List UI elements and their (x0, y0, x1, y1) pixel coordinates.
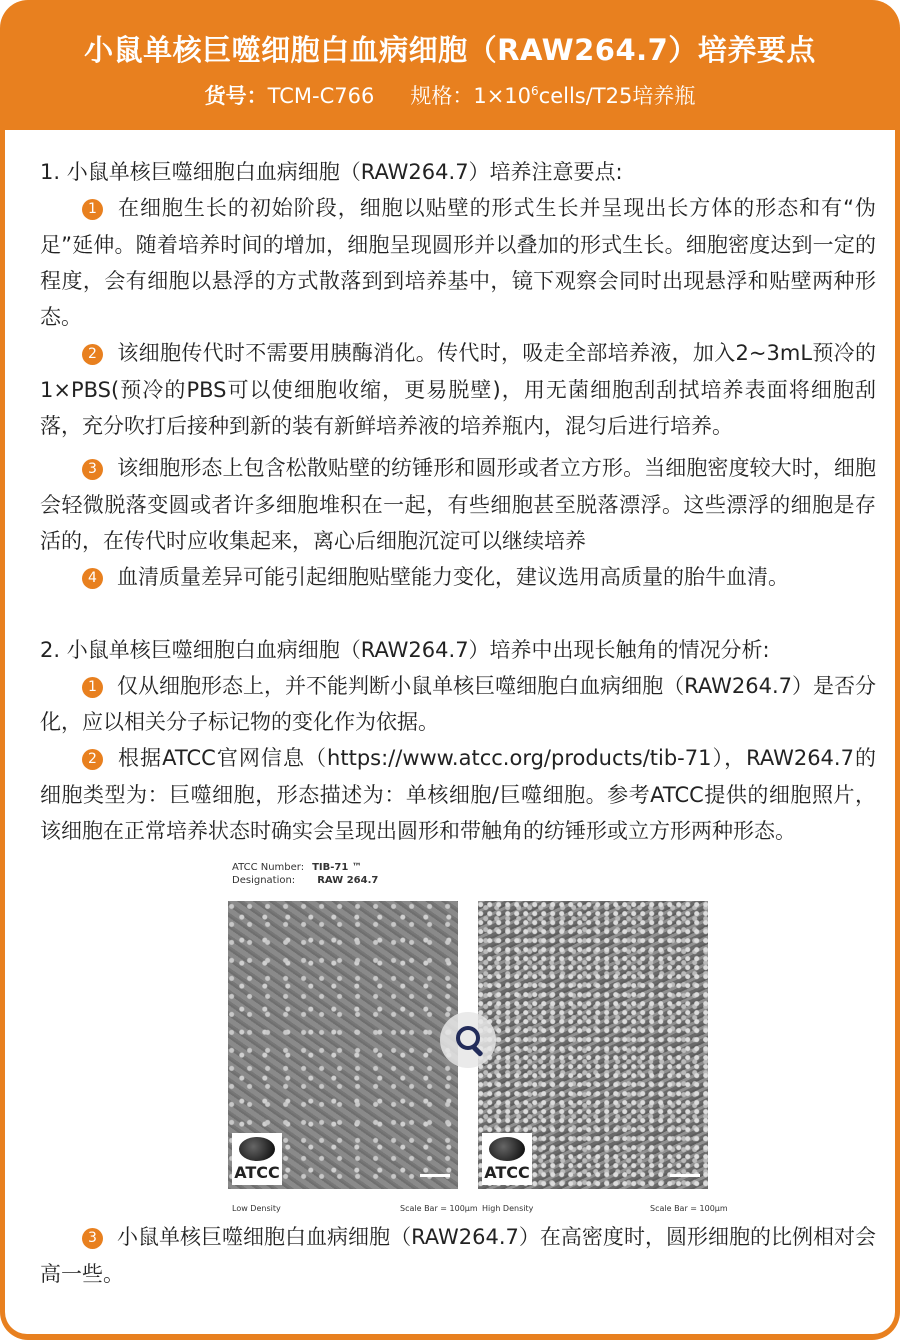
section2-heading: 2. 小鼠单核巨噬细胞白血病细胞（RAW264.7）培养中出现长触角的情况分析: (40, 637, 770, 662)
catalog-label: 货号： (204, 84, 268, 108)
list-item: 1 在细胞生长的初始阶段，细胞以贴壁的形式生长并呈现出长方体的形态和有“伪足”延伸。随着培养时间的增加，细胞呈现圆形并以叠加的形式生长。细胞密度达到一定的程度，会有细胞以悬浮的方式散落到到培养基中，镜下观察会同时出现悬浮和贴壁两种形态。 (40, 196, 876, 330)
atcc-header: ATCC Number: TIB-71 ™ Designation: RAW 264.7 (232, 862, 379, 887)
section1-heading: 1. 小鼠单核巨噬细胞白血病细胞（RAW264.7）培养注意要点: (40, 160, 623, 184)
list-item: 2 该细胞传代时不需要用胰酶消化。传代时，吸走全部培养液，加入2~3mL预冷的1×PBS(预冷的PBS可以使细胞收缩，更易脱壁)，用无菌细胞刮刮拭培养表面将细胞刮落，充分吹打后接种到新的装有新鲜培养液的培养瓶内，混匀后进行培养。 (40, 341, 876, 439)
low-density-caption: Low Density (232, 1204, 281, 1214)
high-density-caption: High Density (482, 1204, 534, 1214)
scale-caption: Scale Bar = 100µm (650, 1204, 728, 1214)
number-badge: 1 (82, 199, 103, 220)
list-item: 3 该细胞形态上包含松散贴壁的纺锤形和圆形或者立方形。当细胞密度较大时，细胞会轻微脱落变圆或者许多细胞堆积在一起，有些细胞甚至脱落漂浮。这些漂浮的细胞是存活的，在传代时应收集起来，离心后细胞沉淀可以继续培养 (40, 456, 876, 553)
number-badge: 1 (82, 677, 103, 698)
list-item: 4 血清质量差异可能引起细胞贴壁能力变化，建议选用高质量的胎牛血清。 (40, 559, 876, 595)
page-title: 小鼠单核巨噬细胞白血病细胞（RAW264.7）培养要点 (84, 33, 816, 67)
high-density-photo[interactable] (478, 901, 708, 1189)
number-badge: 2 (82, 749, 103, 770)
number-badge: 3 (82, 1228, 103, 1249)
atcc-figure (40, 857, 876, 1219)
atcc-logo: ATCC (482, 1133, 532, 1185)
magnifier-icon[interactable] (440, 1012, 496, 1068)
scale-bar (420, 1174, 450, 1177)
list-item: 1 仅从细胞形态上，并不能判断小鼠单核巨噬细胞白血病细胞（RAW264.7）是否分化，应以相关分子标记物的变化作为依据。 (40, 673, 876, 735)
spec-value: $1\times 10^6cells/T25$培养瓶 (473, 84, 696, 108)
spec-label: 规格： (410, 84, 474, 108)
list-item: 2 根据ATCC官网信息（https://www.atcc.org/products/tib-71），RAW264.7的细胞类型为：巨噬细胞，形态描述为：单核细胞/巨噬细胞。参考ATCC提供的细胞照片，该细胞在正常培养状态时确实会呈现出圆形和带触角的纺锤形或立方形两种形态。 (40, 746, 876, 844)
product-info (0, 80, 900, 110)
list-item: 3 小鼠单核巨噬细胞白血病细胞（RAW264.7）在高密度时，圆形细胞的比例相对会高一些。 (40, 1225, 876, 1286)
scale-bar (670, 1174, 700, 1177)
number-badge: 2 (82, 344, 103, 365)
low-density-photo[interactable] (228, 901, 458, 1189)
atcc-logo: ATCC (232, 1133, 282, 1185)
content (40, 154, 876, 1292)
number-badge: 4 (82, 568, 103, 589)
catalog-value: TCM-C766 (267, 84, 375, 108)
number-badge: 3 (82, 459, 103, 480)
scale-caption: Scale Bar = 100µm (400, 1204, 478, 1214)
